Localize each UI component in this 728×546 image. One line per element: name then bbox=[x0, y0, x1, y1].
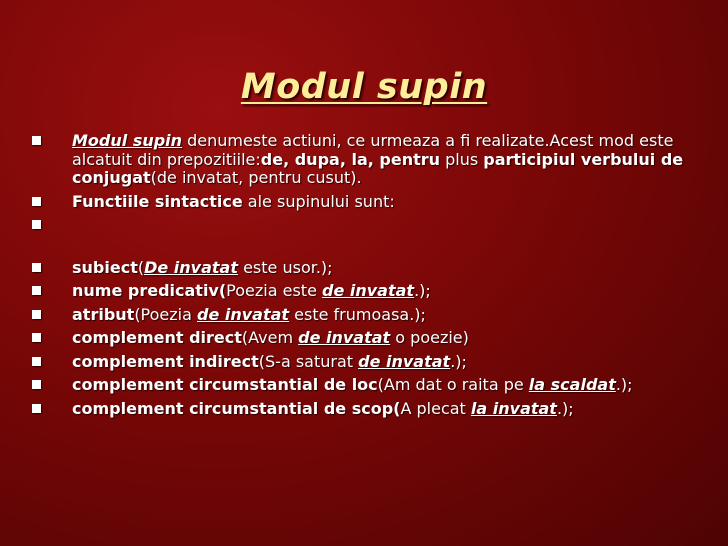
slide-title: Modul supin bbox=[240, 67, 488, 108]
square-bullet-icon bbox=[32, 220, 41, 229]
bullet-item bbox=[32, 329, 712, 348]
bullet-text-segment: subiect bbox=[72, 257, 138, 277]
bullet-text-segment: .); bbox=[414, 281, 431, 300]
bullet-text-segment: complement circumstantial de loc bbox=[72, 375, 378, 394]
bullet-text-segment: de invatat bbox=[298, 328, 391, 347]
bullet-text-segment: la invatat bbox=[470, 398, 557, 418]
bullet-item bbox=[32, 259, 712, 278]
bullet-text-segment: Modul supin bbox=[72, 131, 183, 150]
bullet-text-segment: .); bbox=[615, 375, 633, 394]
bullet-text-segment: (Am dat o raita pe bbox=[377, 375, 529, 394]
bullet-item bbox=[32, 132, 712, 188]
bullet-text-segment: participiul verbului de conjugat bbox=[72, 149, 684, 187]
bullet-item bbox=[32, 376, 712, 395]
bullet-text-segment: este usor.); bbox=[238, 257, 333, 277]
bullet-text-segment: (de invatat, pentru cusut). bbox=[150, 168, 362, 187]
bullet-text-segment: A plecat bbox=[400, 398, 471, 418]
square-bullet-icon bbox=[32, 286, 41, 295]
bullet-text-segment: ( bbox=[137, 257, 145, 277]
bullet-text-segment: o poezie) bbox=[390, 328, 469, 347]
bullet-text-segment: De invatat bbox=[144, 257, 238, 277]
bullet-text-segment: denumeste actiuni, ce urmeaza a fi realizate.Acest mod este alcatuit din prepozitiile: bbox=[72, 131, 674, 169]
bullet-text-segment: (Poezia bbox=[134, 304, 197, 324]
bullet-text-segment: de invatat bbox=[197, 304, 290, 324]
bullet-item bbox=[32, 306, 712, 325]
square-bullet-icon bbox=[32, 333, 41, 342]
square-bullet-icon bbox=[32, 404, 41, 413]
bullet-text-segment: este frumoasa.); bbox=[289, 304, 426, 324]
square-bullet-icon bbox=[32, 136, 41, 145]
bullet-text-segment: de invatat bbox=[358, 351, 451, 371]
bullet-text-segment: complement circumstantial de scop( bbox=[72, 398, 401, 418]
bullet-text-segment: la scaldat bbox=[528, 375, 616, 394]
bullet-text-segment: complement indirect bbox=[72, 351, 259, 371]
bullet-text-segment: atribut bbox=[72, 304, 135, 324]
bullet-text-segment: Poezia este bbox=[226, 281, 322, 300]
bullet-item bbox=[32, 193, 712, 212]
bullet-text-segment: Functiile sintactice bbox=[72, 191, 243, 211]
bullet-text-segment: ale supinului sunt: bbox=[242, 191, 395, 211]
bullet-text-segment: de invatat bbox=[322, 281, 415, 300]
square-bullet-icon bbox=[32, 197, 41, 206]
bullet-text-segment: (Avem bbox=[241, 328, 299, 347]
bullet-item bbox=[32, 216, 712, 239]
square-bullet-icon bbox=[32, 357, 41, 366]
bullet-text-segment: (S-a saturat bbox=[258, 351, 359, 371]
bullet-text-segment: plus bbox=[440, 149, 484, 169]
bullet-item bbox=[32, 353, 712, 372]
bullet-text-segment: .); bbox=[450, 351, 467, 371]
bullet-list bbox=[32, 132, 712, 423]
bullet-text-segment: complement direct bbox=[72, 328, 242, 347]
bullet-item bbox=[32, 282, 712, 301]
square-bullet-icon bbox=[32, 380, 41, 389]
square-bullet-icon bbox=[32, 310, 41, 319]
bullet-item bbox=[32, 400, 712, 419]
bullet-text-segment: nume predicativ( bbox=[72, 281, 227, 300]
bullet-text-segment: de, dupa, la, pentru bbox=[260, 149, 441, 169]
bullet-text-segment: .); bbox=[556, 398, 574, 418]
square-bullet-icon bbox=[32, 263, 41, 272]
